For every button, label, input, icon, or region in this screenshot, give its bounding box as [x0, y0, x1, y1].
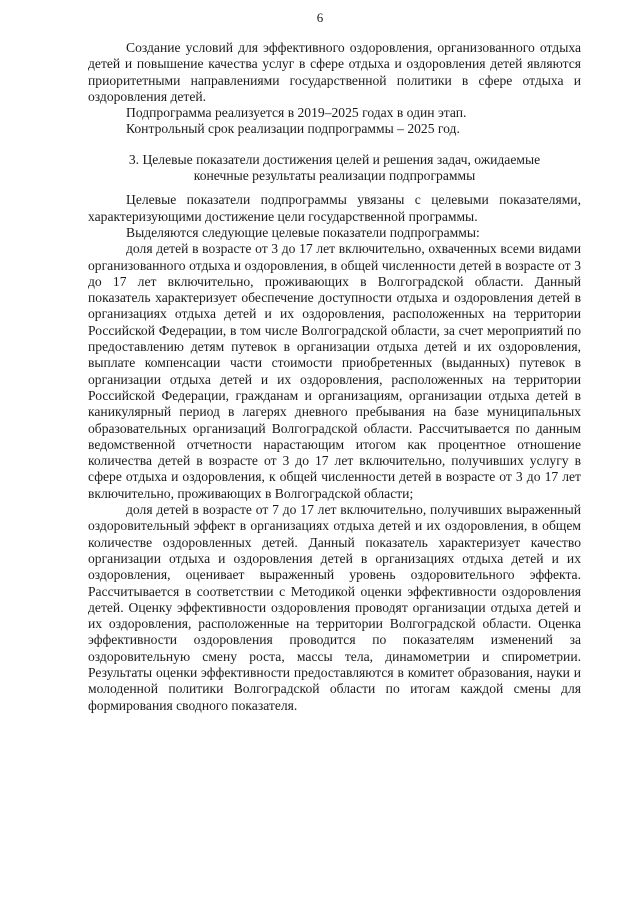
paragraph-implementation-period: Подпрограмма реализуется в 2019–2025 годах в один этап. — [126, 105, 467, 121]
paragraph-indicator-coverage: доля детей в возрасте от 3 до 17 лет включительно, охваченных всеми видами организованного отдыха и оздоровления, в общей численности детей в возрасте от 3 до 17 лет включительно, проживающих в Волгоградской области. Данный показатель характеризует обеспечение доступности отдыха и оздоровления детей в организациях отдыха детей и их оздоровления, расположенных на территории Российской Федерации, в том числе Волгоградской области, за счет мероприятий по предоставлению детям путевок в организации отдыха детей и их оздоровления, выплате компенсации части стоимости приобретенных (выданных) путевок в организации отдыха детей и их оздоровления, расположенных на территории Российской Федерации, гражданам и организациям, организации отдыха детей в каникулярный период в лагерях дневного пребывания на базе муниципальных образовательных организаций Волгоградской области. Рассчитывается по данным ведомственной отчетности нарастающим итогом как процентное отношение количества детей в возрасте от 3 до 17 лет включительно, получивших услугу в сфере отдыха и оздоровления, к общей численности детей в возрасте от 3 до 17 лет включительно, проживающих в Волгоградской области; — [88, 241, 581, 501]
paragraph-indicator-health-effect: доля детей в возрасте от 7 до 17 лет включительно, получивших выраженный оздоровительный эффект в организациях отдыха детей и их оздоровления, в общем количестве оздоровленных детей. Данный показатель характеризует качество организации отдыха и оздоровления детей в организациях отдыха детей и их оздоровления, оценивает выраженный уровень оздоровительного эффекта. Рассчитывается в соответствии с Методикой оценки эффективности оздоровления детей. Оценку эффективности оздоровления проводят организации отдыха детей и их оздоровления, расположенные на территории Волгоградской области. Оценка эффективности оздоровления проводится по показателям изменений за оздоровительную смену роста, массы тела, динамометрии и спирометрии. Результаты оценки эффективности предоставляются в комитет образования, науки и молоденной политики Волгоградской области по итогам каждой смены для формирования сводного показателя. — [88, 502, 581, 713]
page-number: 6 — [316, 10, 324, 25]
paragraph-priorities: Создание условий для эффективного оздоровления, организованного отдыха детей и повышение качества услуг в сфере отдыха и оздоровления детей являются приоритетными направлениями государственной политики в сфере отдыха и оздоровления детей. — [88, 40, 581, 104]
document-body — [88, 40, 581, 714]
paragraph-control-deadline: Контрольный срок реализации подпрограммы – 2025 год. — [126, 121, 460, 137]
section-heading: 3. Целевые показатели достижения целей и решения задач, ожидаемые конечные результаты реализации подпрограммы — [128, 151, 541, 184]
paragraph-indicators-link: Целевые показатели подпрограммы увязаны с целевыми показателями, характеризующими достижение цели государственной программы. — [88, 192, 581, 224]
paragraph-indicators-intro: Выделяются следующие целевые показатели подпрограммы: — [126, 224, 480, 240]
